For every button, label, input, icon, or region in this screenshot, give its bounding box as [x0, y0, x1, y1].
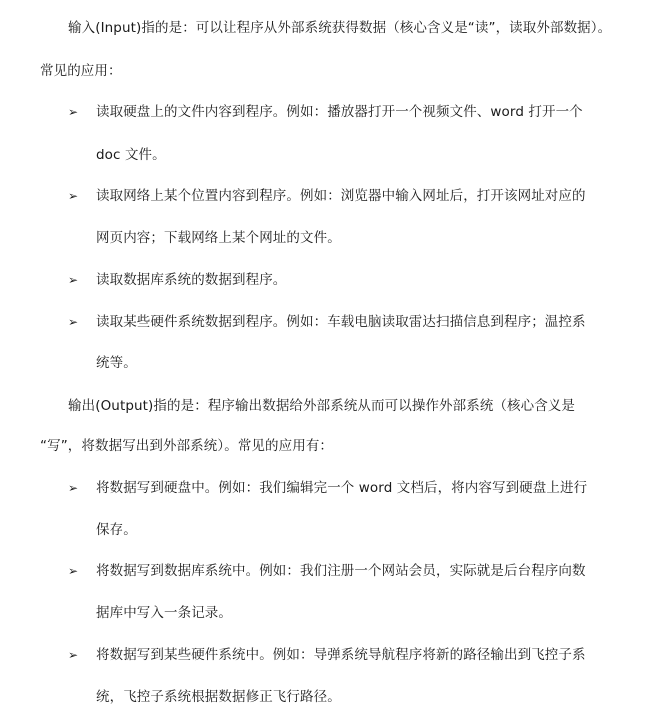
list-item-line1: 读取某些硬件系统数据到程序。例如：车载电脑读取雷达扫描信息到程序；温控系 — [96, 314, 586, 330]
input-intro-line2: 常见的应用： — [40, 63, 122, 79]
list-item-line1: 读取硬盘上的文件内容到程序。例如：播放器打开一个视频文件、word 打开一个 — [96, 104, 583, 120]
list-item-line2: 统等。 — [96, 355, 137, 371]
input-intro-line1: 输入(Input)指的是：可以让程序从外部系统获得数据（核心含义是“读”，读取外部数据）。 — [68, 20, 612, 36]
output-intro-line2: “写”，将数据写出到外部系统）。常见的应用有： — [40, 438, 334, 454]
list-item-line1: 将数据写到数据库系统中。例如：我们注册一个网站会员，实际就是后台程序向数 — [96, 563, 586, 579]
bullet-icon: ➢ — [68, 481, 79, 495]
list-item-line2: 网页内容；下载网络上某个网址的文件。 — [96, 230, 341, 246]
bullet-icon: ➢ — [68, 189, 79, 203]
bullet-icon: ➢ — [68, 273, 79, 287]
bullet-icon: ➢ — [68, 315, 79, 329]
list-item-line2: doc 文件。 — [96, 147, 166, 163]
bullet-icon: ➢ — [68, 648, 79, 662]
list-item-line2: 据库中写入一条记录。 — [96, 605, 232, 621]
list-item-line2: 统，飞控子系统根据数据修正飞行路径。 — [96, 689, 341, 705]
list-item-line1: 将数据写到某些硬件系统中。例如：导弹系统导航程序将新的路径输出到飞控子系 — [96, 647, 586, 663]
list-item-line1: 读取网络上某个位置内容到程序。例如：浏览器中输入网址后，打开该网址对应的 — [96, 188, 586, 204]
bullet-icon: ➢ — [68, 564, 79, 578]
list-item-line2: 保存。 — [96, 522, 137, 538]
output-intro-line1: 输出(Output)指的是：程序输出数据给外部系统从而可以操作外部系统（核心含义是 — [68, 398, 576, 414]
list-item-line1: 将数据写到硬盘中。例如：我们编辑完一个 word 文档后，将内容写到硬盘上进行 — [96, 480, 588, 496]
list-item-line1: 读取数据库系统的数据到程序。 — [96, 272, 287, 288]
bullet-icon: ➢ — [68, 105, 79, 119]
